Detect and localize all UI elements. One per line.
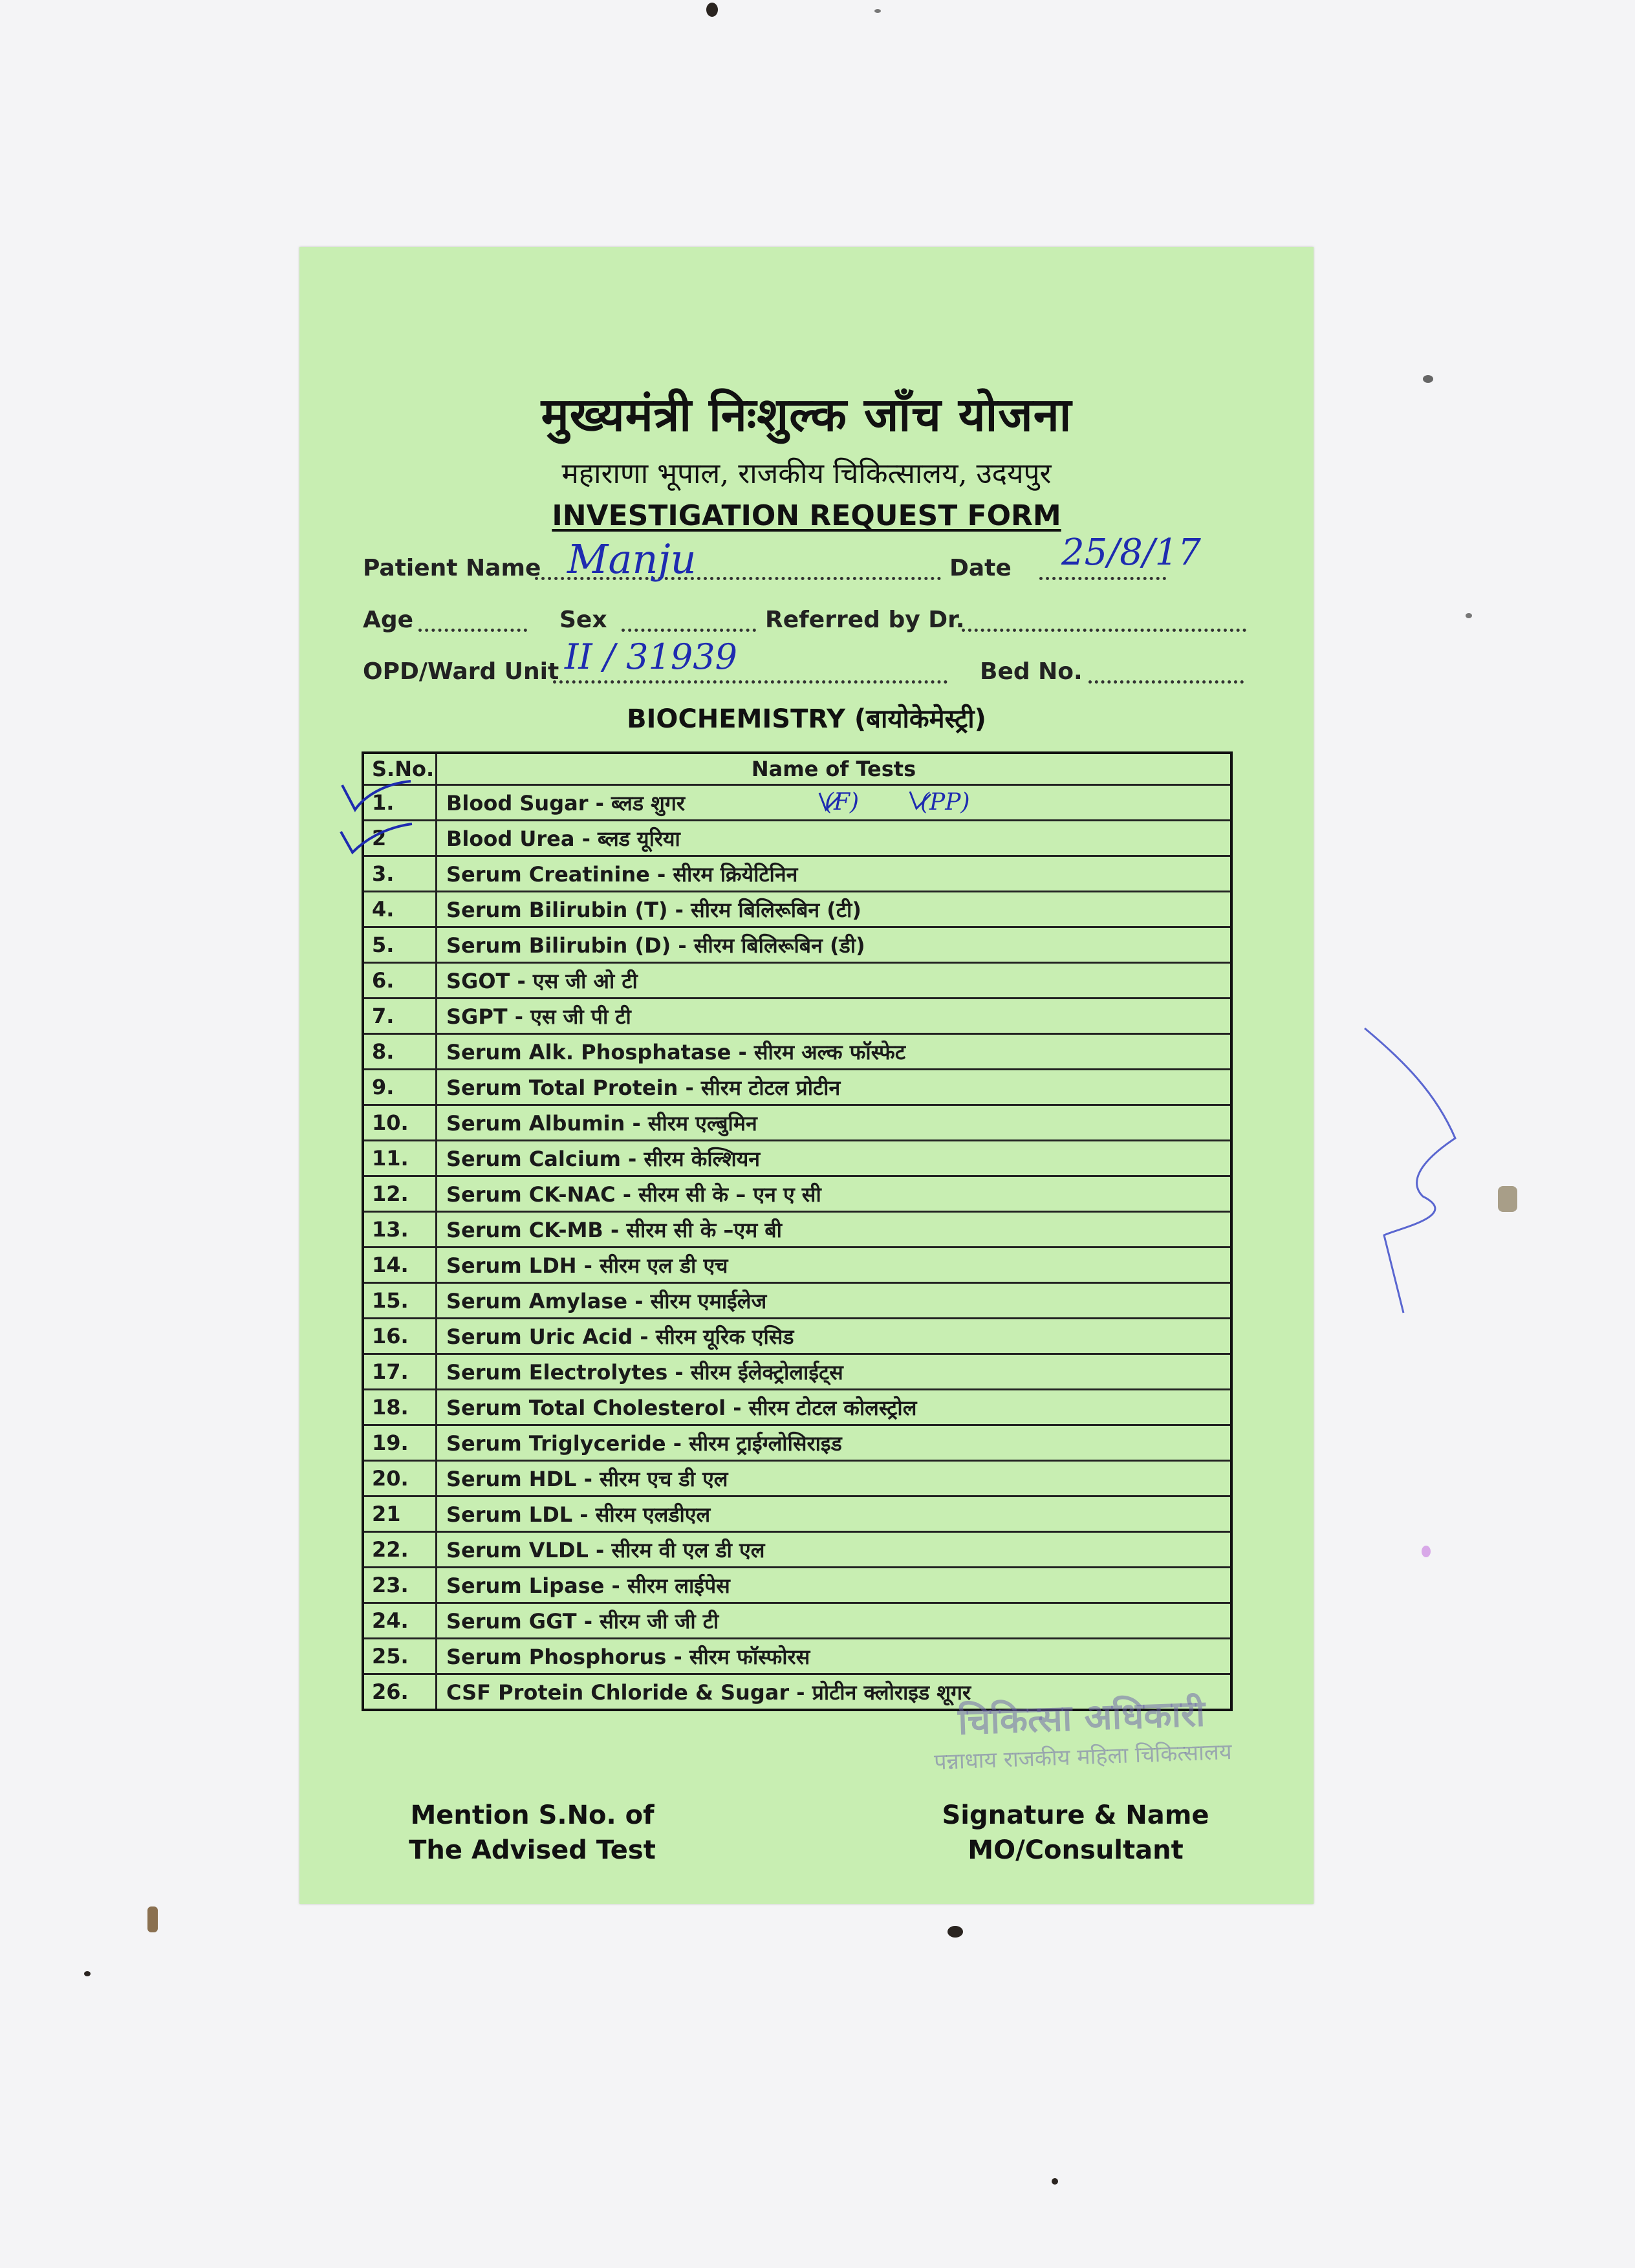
sex-line[interactable] [622, 629, 756, 632]
post-prandial-note: (PP) [920, 789, 970, 815]
tick-mark-icon [907, 786, 933, 812]
test-sno: 24. [363, 1603, 437, 1639]
test-sno: 14. [363, 1247, 437, 1283]
fasting-note: (F) [825, 789, 860, 815]
test-sno: 8. [363, 1034, 437, 1070]
table-row[interactable] [363, 1247, 1231, 1283]
scan-speck [1466, 613, 1472, 618]
test-name: Serum Bilirubin (T) - सीरम बिलिरूबिन (टी) [437, 892, 1232, 927]
table-row[interactable] [363, 927, 1231, 963]
section-title: BIOCHEMISTRY (बायोकेमेस्ट्री) [627, 704, 986, 734]
pen-stray-line [1358, 1022, 1462, 1319]
test-name: CSF Protein Chloride & Sugar - प्रोटीन क्लोराइड शूगर [437, 1674, 1232, 1711]
opd-ward-line[interactable] [553, 680, 947, 684]
table-row[interactable] [363, 1639, 1231, 1674]
table-row[interactable] [363, 892, 1231, 927]
scan-speck [1052, 2178, 1058, 2185]
table-row[interactable] [363, 1425, 1231, 1461]
table-row[interactable] [363, 1105, 1231, 1141]
table-row[interactable] [363, 1319, 1231, 1354]
test-sno: 10. [363, 1105, 437, 1141]
test-name: Serum Bilirubin (D) - सीरम बिलिरूबिन (डी) [437, 927, 1232, 963]
form-title: INVESTIGATION REQUEST FORM [552, 499, 1061, 532]
test-sno: 23. [363, 1568, 437, 1603]
test-sno: 9. [363, 1070, 437, 1105]
tick-mark-icon [338, 779, 416, 817]
table-row[interactable] [363, 1496, 1231, 1532]
date-label: Date [949, 555, 1012, 581]
scan-speck [706, 3, 718, 17]
table-row[interactable] [363, 1532, 1231, 1568]
referred-by-line[interactable] [962, 629, 1246, 632]
stamp-line-1: चिकित्सा अधिकारी [957, 1692, 1206, 1744]
opd-ward-value: II / 31939 [565, 636, 737, 677]
footer-left-line-1: Mention S.No. of [410, 1800, 655, 1830]
table-row[interactable] [363, 1070, 1231, 1105]
table-row[interactable] [363, 1461, 1231, 1496]
test-sno: 15. [363, 1283, 437, 1319]
sno-header: S.No. [363, 753, 437, 785]
tests-body [363, 785, 1231, 1711]
test-sno: 17. [363, 1354, 437, 1390]
table-row[interactable] [363, 785, 1231, 821]
test-name: Serum Total Cholesterol - सीरम टोटल कोलस्ट्रोल [437, 1390, 1232, 1425]
table-row[interactable] [363, 999, 1231, 1034]
hospital-name-hindi: महाराणा भूपाल, राजकीय चिकित्सालय, उदयपुर [561, 457, 1052, 490]
sex-label: Sex [559, 607, 607, 633]
test-name-header: Name of Tests [437, 753, 1232, 785]
test-sno: 5. [363, 927, 437, 963]
test-sno: 11. [363, 1141, 437, 1176]
scan-speck [947, 1926, 963, 1938]
date-line[interactable] [1039, 577, 1166, 580]
test-sno: 13. [363, 1212, 437, 1247]
test-sno: 6. [363, 963, 437, 999]
test-sno: 1. [363, 785, 437, 821]
age-label: Age [363, 607, 414, 633]
test-name: Serum Albumin - सीरम एल्बुमिन [437, 1105, 1232, 1141]
scan-speck [874, 9, 881, 13]
test-sno: 7. [363, 999, 437, 1034]
table-row[interactable] [363, 1283, 1231, 1319]
signature-label: Signature & Name [942, 1800, 1209, 1830]
footer-advised-test-note [396, 1798, 668, 1868]
table-row[interactable] [363, 963, 1231, 999]
table-row[interactable] [363, 821, 1231, 856]
patient-name-label: Patient Name [363, 555, 541, 581]
test-sno: 21 [363, 1496, 437, 1532]
test-name: SGOT - एस जी ओ टी [437, 963, 1232, 999]
table-row[interactable] [363, 1212, 1231, 1247]
test-name: Serum Amylase - सीरम एमाईलेज [437, 1283, 1232, 1319]
table-row[interactable] [363, 1141, 1231, 1176]
date-value: 25/8/17 [1061, 532, 1201, 574]
test-name: SGPT - एस जी पी टी [437, 999, 1232, 1034]
test-sno: 26. [363, 1674, 437, 1711]
patient-name-value: Manju [567, 535, 697, 583]
table-row[interactable] [363, 1568, 1231, 1603]
test-name: Serum GGT - सीरम जी जी टी [437, 1603, 1232, 1639]
test-sno: 18. [363, 1390, 437, 1425]
opd-ward-label: OPD/Ward Unit [363, 658, 559, 685]
consultant-label: MO/Consultant [968, 1835, 1184, 1865]
table-row[interactable] [363, 1603, 1231, 1639]
test-sno: 19. [363, 1425, 437, 1461]
scan-speck [147, 1906, 158, 1932]
test-name: Serum Creatinine - सीरम क्रियेटिनिन [437, 856, 1232, 892]
tick-mark-icon [338, 819, 416, 858]
table-row[interactable] [363, 1034, 1231, 1070]
age-line[interactable] [418, 629, 527, 632]
scan-speck [1423, 375, 1433, 383]
test-name: Serum Uric Acid - सीरम यूरिक एसिड [437, 1319, 1232, 1354]
signature-block[interactable] [940, 1798, 1211, 1868]
test-sno: 25. [363, 1639, 437, 1674]
test-name: Serum Triglyceride - सीरम ट्राईग्लोसिराइड [437, 1425, 1232, 1461]
table-row[interactable] [363, 856, 1231, 892]
test-sno: 3. [363, 856, 437, 892]
test-name: Blood Sugar - ब्लड शुगर [437, 785, 1232, 821]
test-sno: 4. [363, 892, 437, 927]
scan-speck [1498, 1186, 1517, 1212]
scheme-title-hindi: मुख्यमंत्री निःशुल्क जाँच योजना [541, 387, 1072, 442]
table-row[interactable] [363, 1176, 1231, 1212]
test-name: Serum Lipase - सीरम लाईपेस [437, 1568, 1232, 1603]
referred-by-label: Referred by Dr. [765, 607, 965, 633]
test-name: Serum CK-MB - सीरम सी के –एम बी [437, 1212, 1232, 1247]
tick-mark-icon [817, 788, 843, 814]
test-name: Serum CK-NAC - सीरम सी के – एन ए सी [437, 1176, 1232, 1212]
test-name: Serum Phosphorus - सीरम फॉस्फोरस [437, 1639, 1232, 1674]
test-sno: 20. [363, 1461, 437, 1496]
stamp-line-2: पन्नाधाय राजकीय महिला चिकित्सालय [933, 1738, 1233, 1776]
tests-table [362, 751, 1233, 1711]
test-name: Serum Alk. Phosphatase - सीरम अल्क फॉस्फेट [437, 1034, 1232, 1070]
test-name: Serum LDH - सीरम एल डी एच [437, 1247, 1232, 1283]
investigation-request-form [299, 247, 1314, 1904]
test-name: Serum VLDL - सीरम वी एल डी एल [437, 1532, 1232, 1568]
test-name: Serum Calcium - सीरम केल्शियन [437, 1141, 1232, 1176]
test-sno: 12. [363, 1176, 437, 1212]
table-row[interactable] [363, 1354, 1231, 1390]
bed-no-label: Bed No. [980, 658, 1083, 685]
bed-no-line[interactable] [1088, 680, 1244, 684]
footer-left-line-2: The Advised Test [409, 1835, 656, 1865]
table-row[interactable] [363, 1390, 1231, 1425]
scan-speck [84, 1971, 91, 1976]
test-name: Serum LDL - सीरम एलडीएल [437, 1496, 1232, 1532]
scan-speck [1422, 1546, 1431, 1557]
test-name: Blood Urea - ब्लड यूरिया [437, 821, 1232, 856]
officer-stamp [867, 1685, 1297, 1778]
test-name: Serum Total Protein - सीरम टोटल प्रोटीन [437, 1070, 1232, 1105]
test-name: Serum Electrolytes - सीरम ईलेक्ट्रोलाईट्स [437, 1354, 1232, 1390]
table-header-row [363, 753, 1231, 785]
test-name: Serum HDL - सीरम एच डी एल [437, 1461, 1232, 1496]
test-sno: 16. [363, 1319, 437, 1354]
test-sno: 2 [363, 821, 437, 856]
test-sno: 22. [363, 1532, 437, 1568]
